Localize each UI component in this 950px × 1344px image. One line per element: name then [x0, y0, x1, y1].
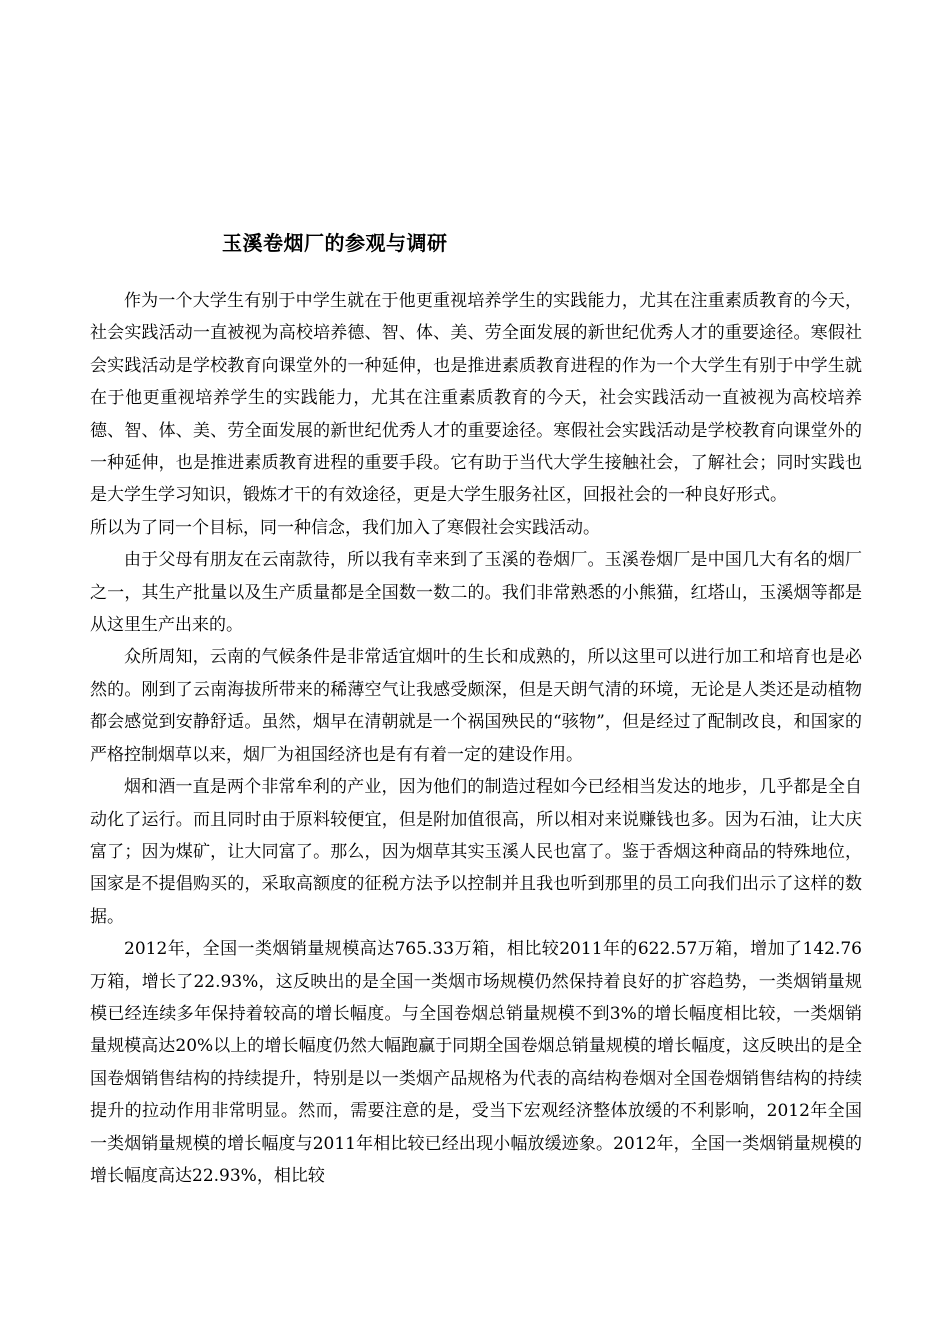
document-title: 玉溪卷烟厂的参观与调研 — [222, 231, 448, 255]
paragraph-yuxi-factory: 由于父母有朋友在云南款待，所以我有幸来到了玉溪的卷烟厂。玉溪卷烟厂是中国几大有名的烟厂之一，其生产批量以及生产质量都是全国数一数二的。我们非常熟悉的小熊猫，红塔山，玉溪烟等都是从这里生产出来的。 — [90, 550, 862, 636]
document-body — [90, 285, 862, 1192]
paragraph-intro: 作为一个大学生有别于中学生就在于他更重视培养学生的实践能力，尤其在注重素质教育的今天，社会实践活动一直被视为高校培养德、智、体、美、劳全面发展的新世纪优秀人才的重要途径。寒假社会实践活动是学校教育向课堂外的一种延伸，也是推进素质教育进程的作为一个大学生有别于中学生就在于他更重视培养学生的实践能力，尤其在注重素质教育的今天，社会实践活动一直被视为高校培养德、智、体、美、劳全面发展的新世纪优秀人才的重要途径。寒假社会实践活动是学校教育向课堂外的一种延伸，也是推进素质教育进程的重要手段。它有助于当代大学生接触社会，了解社会；同时实践也是大学生学习知识，锻炼才干的有效途径，更是大学生服务社区，回报社会的一种良好形式。 — [90, 291, 862, 506]
paragraph-climate: 众所周知，云南的气候条件是非常适宜烟叶的生长和成熟的，所以这里可以进行加工和培育也是必然的。刚到了云南海拔所带来的稀薄空气让我感受颇深，但是天朗气清的环境，无论是人类还是动植物都会感觉到安静舒适。虽然，烟早在清朝就是一个祸国殃民的“骇物”，但是经过了配制改良，和国家的严格控制烟草以来，烟厂为祖国经济也是有有着一定的建设作用。 — [90, 647, 862, 765]
paragraph-sales-data: 2012年，全国一类烟销量规模高达765.33万箱，相比较2011年的622.57万箱，增加了142.76万箱，增长了22.93%，这反映出的是全国一类烟市场规模仍然保持着良好的扩容趋势，一类烟销量规模已经连续多年保持着较高的增长幅度。与全国卷烟总销量规模不到3%的增长幅度相比较，一类烟销量规模高达20%以上的增长幅度仍然大幅跑赢于同期全国卷烟总销量规模的增长幅度，这反映出的是全国卷烟销售结构的持续提升，特别是以一类烟产品规格为代表的高结构卷烟对全国卷烟销售结构的持续提升的拉动作用非常明显。然而，需要注意的是，受当下宏观经济整体放缓的不利影响，2012年全国一类烟销量规模的增长幅度与2011年相比较已经出现小幅放缓迹象。2012年，全国一类烟销量规模的增长幅度高达22.93%，相比较 — [90, 939, 862, 1186]
paragraph-industry: 烟和酒一直是两个非常牟利的产业，因为他们的制造过程如今已经相当发达的地步，几乎都是全自动化了运行。而且同时由于原料较便宜，但是附加值很高，所以相对来说赚钱也多。因为石油，让大庆富了；因为煤矿，让大同富了。那么，因为烟草其实玉溪人民也富了。鉴于香烟这种商品的特殊地位，国家是不提倡购买的，采取高额度的征税方法予以控制并且我也听到那里的员工向我们出示了这样的数据。 — [90, 777, 862, 927]
paragraph-goal: 所以为了同一个目标，同一种信念，我们加入了寒假社会实践活动。 — [90, 517, 600, 538]
